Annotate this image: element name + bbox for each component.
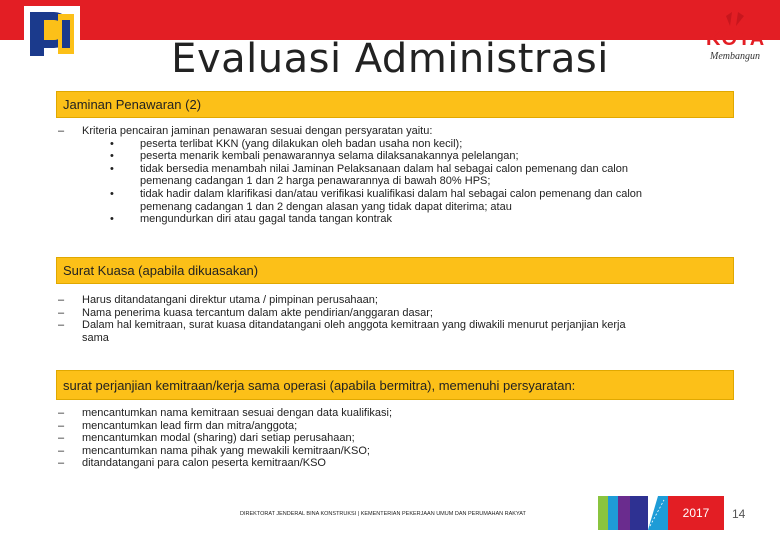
section-heading-text: Jaminan Penawaran (2): [63, 97, 202, 112]
dash-marker: –: [58, 444, 65, 457]
sub-list-item: [58, 150, 738, 163]
dash-marker: –: [58, 419, 65, 432]
list-item-line: sama: [82, 331, 109, 344]
footer-year: 2017: [682, 506, 710, 520]
dash-marker: –: [58, 407, 65, 419]
sub-list: [58, 138, 738, 226]
footer-organization: DIREKTORAT JENDERAL BINA KONSTRUKSI | KEMENTERIAN PEKERJAAN UMUM DAN PERUMAHAN RAKYAT: [240, 511, 526, 517]
dash-marker: –: [58, 306, 65, 319]
list-item-text: Harus ditandatangani direktur utama / pimpinan perusahaan;: [82, 294, 378, 306]
sub-item-text: [140, 188, 642, 213]
logo-kota-text: KOTA: [706, 28, 766, 50]
sub-item-text: peserta menarik kembali penawarannya selama dilaksanakannya pelelangan;: [140, 150, 519, 163]
list-item: [58, 445, 738, 458]
bullet-marker: •: [110, 213, 114, 226]
bullet-marker: •: [110, 150, 114, 163]
page-title: Evaluasi Administrasi: [171, 36, 609, 82]
list-item: [58, 407, 738, 420]
list-item: [58, 125, 738, 138]
page-number: 14: [732, 507, 746, 521]
section-heading-text: surat perjanjian kemitraan/kerja sama operasi (apabila bermitra), memenuhi persyaratan:: [63, 377, 576, 393]
list-item-text: mencantumkan modal (sharing) dari setiap perusahaan;: [82, 432, 355, 445]
section-heading-surat-kuasa: [56, 257, 734, 284]
sub-list-item: [58, 213, 738, 226]
sub-item-line: tidak hadir dalam klarifikasi dan/atau verifikasi kualifikasi dalam hal sebagai calon pemenang dan calon: [140, 187, 643, 200]
section-heading-text: Surat Kuasa (apabila dikuasakan): [63, 263, 259, 278]
dash-marker: –: [58, 457, 65, 470]
list-item: [58, 457, 738, 470]
section3-list: [58, 407, 738, 470]
sub-item-line: pemenang cadangan 1 dan 2 harga penawarannya di bawah 80% HPS;: [140, 175, 491, 188]
dash-marker: –: [58, 125, 65, 137]
list-item-text: [82, 319, 626, 344]
dash-marker: –: [58, 294, 65, 306]
section2-list: [58, 294, 738, 344]
list-item-text: Nama penerima kuasa tercantum dalam akte pendirian/anggaran dasar;: [82, 306, 433, 319]
dash-marker: –: [58, 319, 65, 332]
sub-item-text: peserta terlibat KKN (yang dilakukan oleh badan usaha non kecil);: [140, 137, 463, 150]
sub-item-text: mengundurkan diri atau gagal tanda tangan kontrak: [140, 213, 392, 226]
bullet-marker: •: [110, 162, 114, 175]
sub-list-item: [58, 188, 738, 213]
list-item: [58, 294, 738, 307]
list-item-text: mencantumkan nama kemitraan sesuai dengan data kualifikasi;: [82, 407, 393, 419]
bullet-marker: •: [110, 187, 114, 200]
section-heading-jaminan: [56, 91, 734, 118]
logo-membangun-text: Membangun: [710, 51, 760, 62]
bullet-marker: •: [110, 137, 114, 150]
list-item: [58, 432, 738, 445]
section1-list: [58, 125, 738, 226]
list-item-text: Kriteria pencairan jaminan penawaran sesuai dengan persyaratan yaitu:: [82, 125, 433, 137]
header-bar: [0, 0, 780, 40]
sub-item-line: tidak bersedia menambah nilai Jaminan Pelaksanaan dalam hal sebagai calon pemenang dan calon: [140, 162, 628, 175]
list-item-text: mencantumkan nama pihak yang mewakili kemitraan/KSO;: [82, 444, 370, 457]
sub-list-item: [58, 138, 738, 151]
list-item-text: ditandatangani para calon peserta kemitraan/KSO: [82, 457, 326, 470]
sub-item-line: pemenang cadangan 1 dan 2 dengan alasan yang tidak dapat diterima; atau: [140, 200, 512, 213]
sub-item-text: [140, 163, 628, 188]
list-item: [58, 420, 738, 433]
list-item: [58, 307, 738, 320]
sub-list-item: [58, 163, 738, 188]
section-heading-perjanjian-kemitraan: [56, 370, 734, 400]
list-item-text: mencantumkan lead firm dan mitra/anggota;: [82, 419, 298, 432]
dash-marker: –: [58, 432, 65, 445]
list-item: [58, 319, 738, 344]
list-item-line: Dalam hal kemitraan, surat kuasa ditandatangani oleh anggota kemitraan yang diwakili menurut perjanjian kerja: [82, 319, 626, 332]
